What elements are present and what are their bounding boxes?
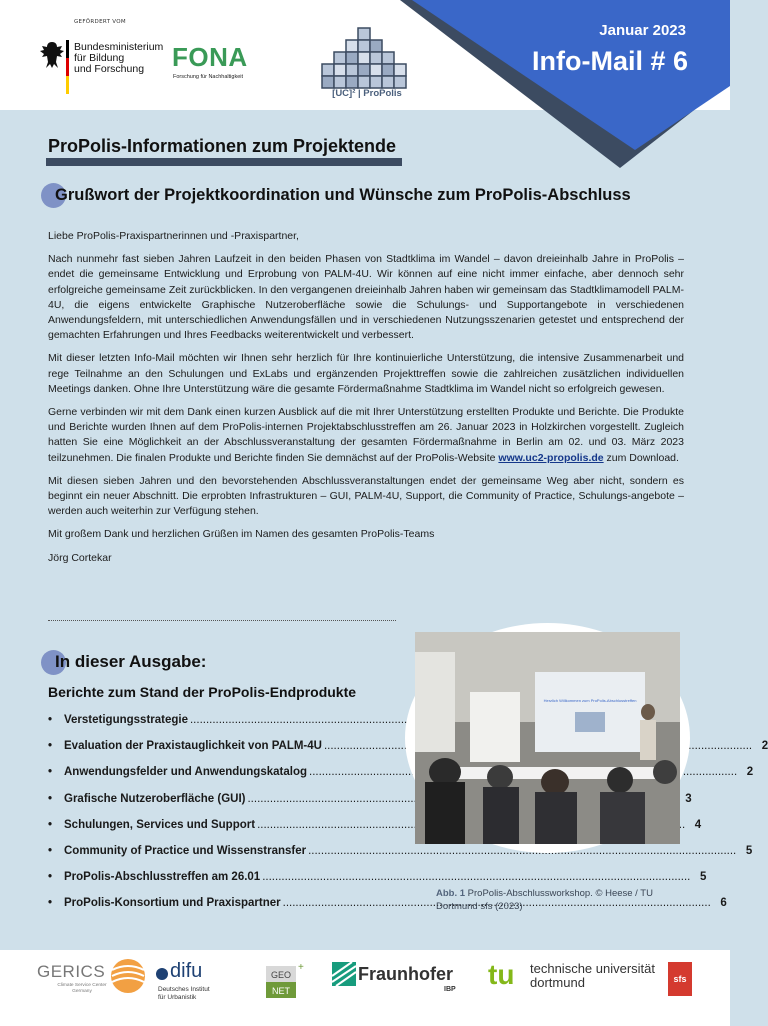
website-link[interactable]: www.uc2-propolis.de [498, 451, 604, 464]
paragraph-4: Mit diesen sieben Jahren und den bevorstehenden Abschlussveranstaltungen endet der gemeinsame Weg aber nicht, sondern es beginnt ein neuer Abschnitt. Die erprobten Infrastrukturen – GUI, PALM-4U, Support, die Community of Practice, Schulungs-angebote – werden auch weiterhin zur Verfügung stehen. [48, 474, 684, 518]
bullet-icon: • [48, 844, 53, 857]
geonet-logo [266, 962, 302, 998]
fraunhofer-subtitle: IBP [444, 986, 456, 993]
issue-date: Januar 2023 [599, 22, 686, 39]
difu-dot-icon [155, 964, 169, 982]
toc-item[interactable]: • Evaluation der Praxistauglichkeit von PALM-4U ..... 2 [48, 740, 393, 766]
fona-subtitle: Forschung für Nachhaltigkeit [173, 74, 244, 80]
workshop-photo [415, 632, 680, 844]
svg-text:NET: NET [272, 986, 290, 996]
uc2-propolis-label: [UC]² | ProPolis [332, 88, 402, 99]
tu-dortmund-mark-icon [488, 960, 524, 990]
paragraph-3: Gerne verbinden wir mit dem Dank einen kurzen Ausblick auf die mit Ihrer Unterstützung erstellten Produkte und Berichte. Die Produkte und Berichte wurden Ihnen auf dem ProPolis-internen Projektabschlusstreffen am 26. Januar 2023 in Holzkirchen vorgestellt. Zugleich hatten Sie eine Möglichkeit an der Abschlussveranstaltung der gesamten Fördermaßnahme in Berlin am 02. und 03. März 2023 teilzunehmen. Die finalen Produkte und Berichte finden Sie demnächst auf der ProPolis-Website www.uc2-propolis.de zum Download. [48, 406, 684, 464]
toc-item[interactable]: • Schulungen, Services und Support ..... 4 [48, 819, 393, 845]
svg-text:+: + [298, 962, 304, 973]
toc-item[interactable]: • ProPolis-Abschlusstreffen am 26.01 ..... 5 [48, 871, 393, 897]
bullet-icon: • [48, 714, 53, 726]
figure-caption: Abb. 1 ProPolis-Abschlussworkshop. © Heese / TU Dortmund sfs (2023) [436, 888, 653, 912]
issue-section-title: In dieser Ausgabe: [55, 652, 207, 671]
greeting: Liebe ProPolis-Praxispartnerinnen und -Praxispartner, [48, 230, 299, 242]
partner-logos-footer [0, 950, 730, 1026]
tu-dortmund-logo: technische universität dortmund [530, 961, 656, 990]
bullet-icon: • [48, 871, 53, 884]
gerics-logo: GERICS [37, 962, 106, 981]
svg-text:GEO: GEO [270, 970, 292, 980]
toc-item[interactable]: • Anwendungsfelder und Anwendungskatalog ..... 2 [48, 766, 393, 792]
toc-item[interactable]: • Community of Practice und Wissenstransfer ..... 5 [48, 845, 393, 871]
signature: Jörg Cortekar [48, 551, 112, 564]
page-title: ProPolis-Informationen zum Projektende [48, 136, 397, 156]
sfs-logo: sfs [668, 962, 692, 996]
difu-logo: difu [170, 960, 203, 982]
toc-item[interactable]: • Verstetigungsstrategie ..... [48, 714, 393, 740]
gerics-subtitle: Climate Service Center Germany [57, 983, 107, 994]
bullet-icon: • [48, 897, 53, 910]
bullet-icon: • [48, 740, 53, 753]
bullet-icon: • [48, 766, 53, 779]
paragraph-2: Mit dieser letzten Info-Mail möchten wir Ihnen sehr herzlich für Ihre kontinuierliche Unterstützung, die intensive Zusammenarbeit und rege Teilnahme an den Schulungen und ExLabs und ergänzenden Projekttreffen sowie die zahlreichen zusätzlichen individuellen Meetings danken. Ohne Ihre Unterstützung wäre die gesamte Fördermaßnahme Stadtklima im Wandel nicht so erfolgreich gewesen. [48, 352, 684, 395]
svg-text:tu: tu [488, 959, 515, 990]
fraunhofer-logo: Fraunhofer [358, 964, 454, 984]
funded-by-label: GEFÖRDERT VOM [74, 19, 126, 25]
issue-number: Info-Mail # 6 [531, 46, 688, 76]
letter-body [48, 229, 684, 574]
section-title: Grußwort der Projektkoordination und Wünsche zum ProPolis-Abschluss [55, 186, 631, 204]
toc-item[interactable]: • Grafische Nutzeroberfläche (GUI) ..... 3 [48, 793, 393, 819]
closing-line: Mit großem Dank und herzlichen Grüßen im Namen des gesamten ProPolis-Teams [48, 528, 435, 541]
issue-section-subtitle: Berichte zum Stand der ProPolis-Endprodukte [48, 684, 357, 700]
title-underline-bar [46, 158, 402, 166]
fona-logo: FONA [172, 42, 248, 72]
toc-item[interactable]: • ProPolis-Konsortium und Praxispartner ..... 6 [48, 897, 393, 923]
paragraph-1: Nach nunmehr fast sieben Jahren Laufzeit in den beiden Phasen von Stadtklima im Wandel – davon dreieinhalb Jahre in ProPolis – endet die gemeinsame Entwicklung und Erprobung von PALM-4U. Wir können auf eine nicht immer einfache, aber dennoch sehr erfolgreiche gemeinsame Zeit zurückblicken. In den vergangenen dreieinhalb Jahren haben wir gemeinsam das Stadtklimamodell PALM-4U, die eigens entwickelte Graphische Nutzeroberfläche sowie die Schulungs- und Supportangebote in verschiedenen Anwendungsfeldern, mit unterschiedlichen Anwendungsfällen und in verschiedenen Nutzungsszenarien getestet und entsprechend der gemachten Erfahrungen und Ihres Feedbacks weiterentwickelt und verbessert. [48, 253, 684, 342]
bullet-icon: • [48, 818, 53, 831]
gerics-wave-icon [110, 958, 146, 994]
ministry-logo-text: Bundesministerium für Bildung und Forschung [74, 41, 164, 75]
dotted-divider [48, 620, 396, 621]
fraunhofer-stripes-icon [332, 962, 356, 986]
bullet-icon: • [48, 792, 53, 805]
difu-subtitle: Deutsches Institut für Urbanistik [158, 986, 210, 1001]
projection-title: Herzlich Willkommen zum ProPolis-Abschlusstreffen [543, 698, 637, 703]
